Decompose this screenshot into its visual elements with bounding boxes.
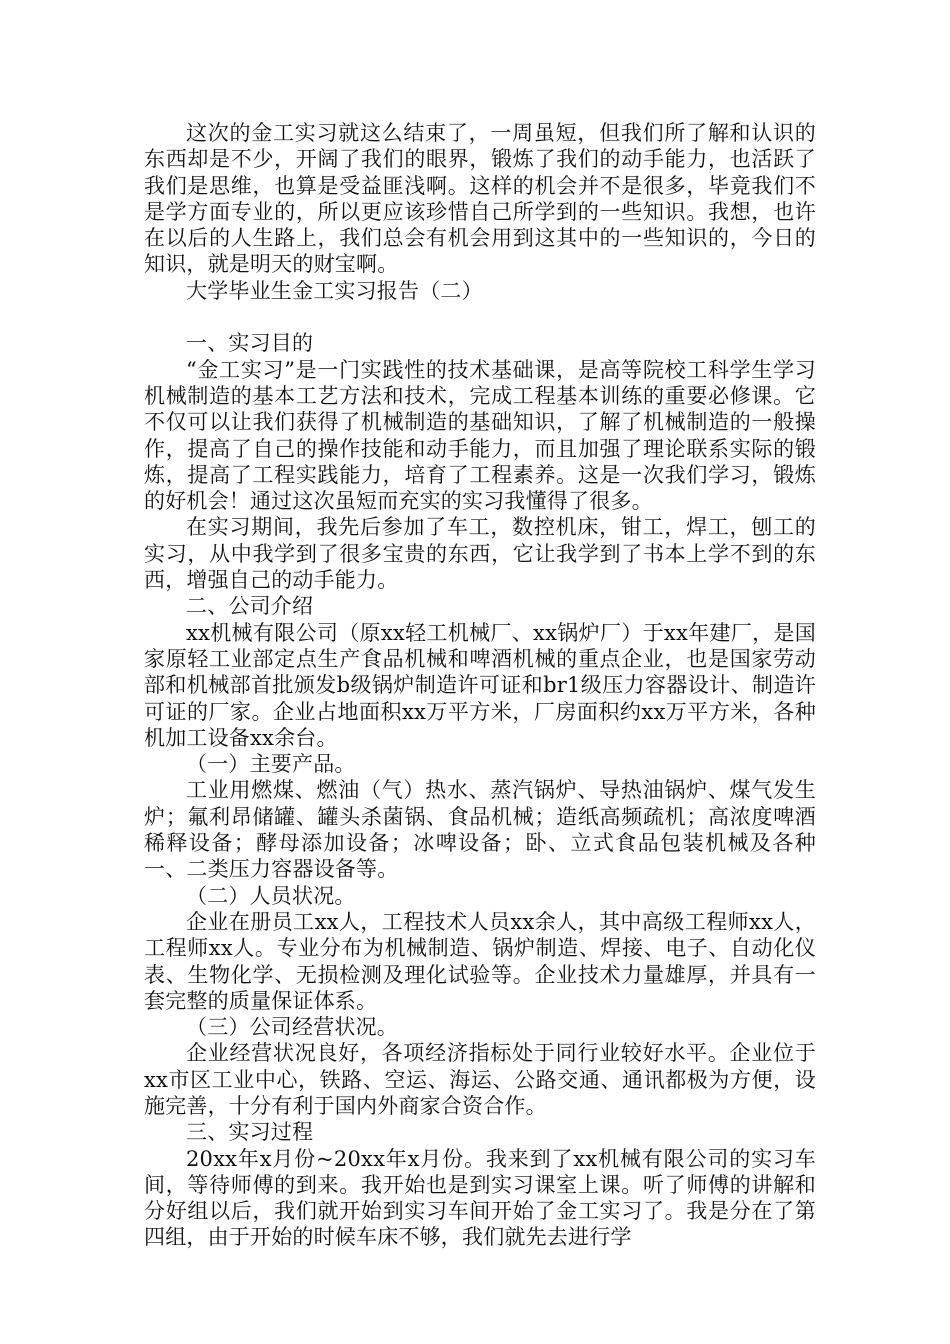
company-paragraph: xx机械有限公司（原xx轻工机械厂、xx锅炉厂）于xx年建厂，是国家原轻工业部定点生产食品机械和啤酒机械的重点企业，也是国家劳动部和机械部首批颁发b级锅炉制造许可证和br1级压力容器设计、制造许可证的厂家。企业占地面积xx万平方米，厂房面积约xx万平方米，各种机加工设备xx余台。: [144, 620, 816, 750]
staff-paragraph: 企业在册员工xx人，工程技术人员xx余人，其中高级工程师xx人，工程师xx人。专业分布为机械制造、锅炉制造、焊接、电子、自动化仪表、生物化学、无损检测及理化试验等。企业技术力量雄厚，并具有一套完整的质量保证体系。: [144, 909, 816, 1013]
conclusion-paragraph: 这次的金工实习就这么结束了，一周虽短，但我们所了解和认识的东西却是不少，开阔了我们的眼界，锻炼了我们的动手能力，也活跃了我们是思维，也算是受益匪浅啊。这样的机会并不是很多，毕竟我们不是学方面专业的，所以更应该珍惜自己所学到的一些知识。我想，也许在以后的人生路上，我们总会有机会用到这其中的一些知识的，今日的知识，就是明天的财宝啊。: [144, 121, 816, 277]
section-heading-purpose: 一、实习目的: [186, 331, 314, 356]
products-paragraph: 工业用燃煤、燃油（气）热水、蒸汽锅炉、导热油锅炉、煤气发生炉；氟利昂储罐、罐头杀菌锅、食品机械；造纸高频疏机；高浓度啤酒稀释设备；酵母添加设备；冰啤设备；卧、立式食品包装机械及各种一、二类压力容器设备等。: [144, 778, 816, 882]
subheading-staff: （二）人员状况。: [186, 883, 356, 908]
process-paragraph: 20xx年x月份~20xx年x月份。我来到了xx机械有限公司的实习车间，等待师傅的到来。我开始也是到实习课室上课。听了师傅的讲解和分好组以后，我们就开始到实习车间开始了金工实习了。我是分在了第四组，由于开始的时候车床不够，我们就先去进行学: [144, 1146, 816, 1250]
purpose-paragraph: “金工实习”是一门实践性的技术基础课，是高等院校工科学生学习机械制造的基本工艺方法和技术，完成工程基本训练的重要必修课。它不仅可以让我们获得了机械制造的基础知识，了解了机械制造的一般操作，提高了自己的操作技能和动手能力，而且加强了理论联系实际的锻炼，提高了工程实践能力，培育了工程素养。这是一次我们学习，锻炼的好机会！通过这次虽短而充实的实习我懂得了很多。: [144, 357, 816, 514]
subheading-products: （一）主要产品。: [186, 752, 356, 777]
subheading-operations: （三）公司经营状况。: [186, 1015, 398, 1040]
document-body: [144, 120, 816, 1251]
blank-line: [144, 304, 816, 330]
section-heading-process: 三、实习过程: [186, 1120, 314, 1145]
internship-paragraph: 在实习期间，我先后参加了车工，数控机床，钳工，焊工，刨工的实习，从中我学到了很多宝贵的东西，它让我学到了书本上学不到的东西，增强自己的动手能力。: [144, 515, 816, 593]
operations-paragraph: 企业经营状况良好，各项经济指标处于同行业较好水平。企业位于xx市区工业中心，铁路、空运、海运、公路交通、通讯都极为方便，设施完善，十分有利于国内外商家合资合作。: [144, 1041, 816, 1118]
section-heading-company: 二、公司介绍: [186, 594, 314, 619]
report-title: 大学毕业生金工实习报告（二）: [186, 278, 483, 303]
